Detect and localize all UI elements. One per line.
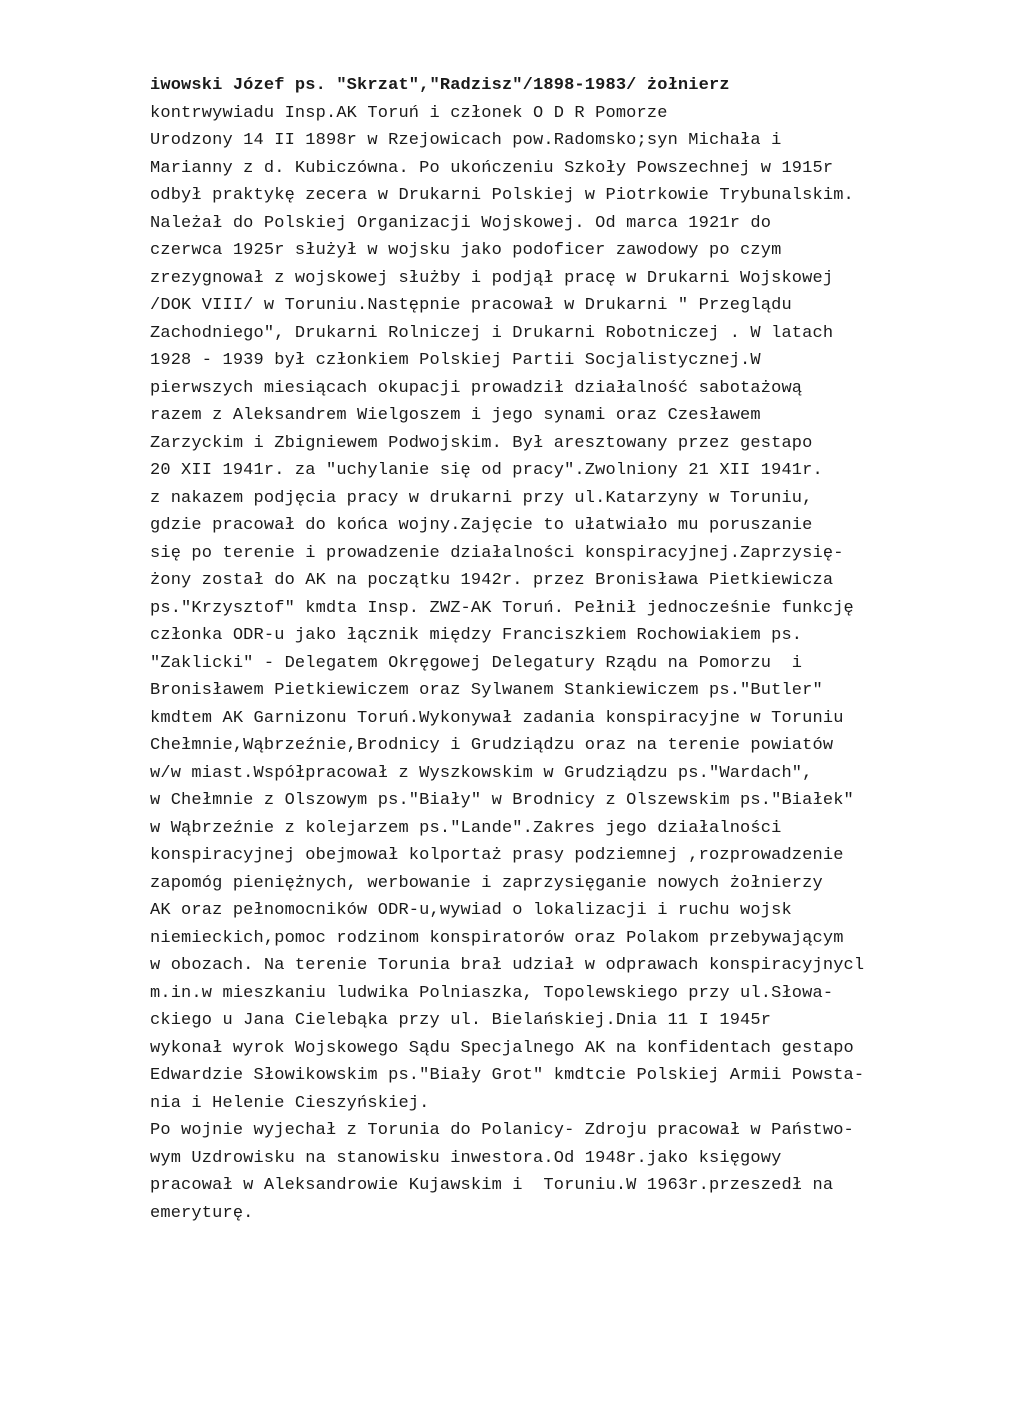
text-line: czerwca 1925r służył w wojsku jako podoficer zawodowy po czym	[150, 241, 782, 260]
text-line: w/w miast.Współpracował z Wyszkowskim w Grudziądzu ps."Wardach",	[150, 763, 813, 783]
text-line: razem z Aleksandrem Wielgoszem i jego synami oraz Czesławem	[150, 406, 761, 425]
text-line: Edwardzie Słowikowskim ps."Biały Grot" kmdtcie Polskiej Armii Powsta-	[150, 1066, 865, 1085]
text-line: Należał do Polskiej Organizacji Wojskowej. Od marca 1921r do	[150, 213, 772, 233]
text-line: emeryturę.	[150, 1203, 254, 1223]
text-line: wykonał wyrok Wojskowego Sądu Specjalnego AK na konfidentach gestapo	[150, 1038, 854, 1058]
text-line: /DOK VIII/ w Toruniu.Następnie pracował w Drukarni " Przeglądu	[150, 296, 792, 315]
text-line: m.in.w mieszkaniu ludwika Polniaszka, Topolewskiego przy ul.Słowa-	[150, 983, 834, 1003]
text-line: 1928 - 1939 był członkiem Polskiej Partii Socjalistycznej.W	[150, 351, 761, 370]
text-line: niemieckich,pomoc rodzinom konspiratorów oraz Polakom przebywającym	[150, 928, 844, 948]
text-line: ckiego u Jana Cielebąka przy ul. Bielańskiej.Dnia 11 I 1945r	[150, 1011, 772, 1030]
text-line: Po wojnie wyjechał z Torunia do Polanicy- Zdroju pracował w Państwo-	[150, 1121, 854, 1140]
text-line: Chełmnie,Wąbrzeźnie,Brodnicy i Grudziądzu oraz na terenie powiatów	[150, 736, 834, 755]
text-line: nia i Helenie Cieszyńskiej.	[150, 1093, 430, 1113]
text-line: gdzie pracował do końca wojny.Zajęcie to ułatwiało mu poruszanie	[150, 516, 813, 535]
text-line: się po terenie i prowadzenie działalności konspiracyjnej.Zaprzysię-	[150, 543, 844, 563]
text-line: w Chełmnie z Olszowym ps."Biały" w Brodnicy z Olszewskim ps."Białek"	[150, 791, 854, 810]
text-line: wym Uzdrowisku na stanowisku inwestora.Od 1948r.jako księgowy	[150, 1148, 782, 1168]
text-line: odbył praktykę zecera w Drukarni Polskiej w Piotrkowie Trybunalskim.	[150, 186, 854, 205]
text-line: w Wąbrzeźnie z kolejarzem ps."Lande".Zakres jego działalności	[150, 818, 782, 838]
text-line: "Zaklicki" - Delegatem Okręgowej Delegatury Rządu na Pomorzu i	[150, 653, 803, 673]
text-line: Marianny z d. Kubiczówna. Po ukończeniu Szkoły Powszechnej w 1915r	[150, 158, 834, 178]
text-line: z nakazem podjęcia pracy w drukarni przy ul.Katarzyny w Toruniu,	[150, 488, 813, 508]
text-line: 20 XII 1941r. za "uchylanie się od pracy".Zwolniony 21 XII 1941r.	[150, 461, 823, 480]
text-line: konspiracyjnej obejmował kolportaż prasy podziemnej ,rozprowadzenie	[150, 846, 844, 865]
text-line: kmdtem AK Garnizonu Toruń.Wykonywał zadania konspiracyjne w Toruniu	[150, 708, 844, 728]
text-line: Bronisławem Pietkiewiczem oraz Sylwanem Stankiewiczem ps."Butler"	[150, 681, 823, 700]
text-line: zapomóg pieniężnych, werbowanie i zaprzysięganie nowych żołnierzy	[150, 873, 823, 893]
text-line: kontrwywiadu Insp.AK Toruń i członek O D R Pomorze	[150, 103, 668, 123]
text-line: ps."Krzysztof" kmdta Insp. ZWZ-AK Toruń. Pełnił jednocześnie funkcję	[150, 598, 854, 618]
text-line: zrezygnował z wojskowej służby i podjął pracę w Drukarni Wojskowej	[150, 268, 834, 288]
text-line: pracował w Aleksandrowie Kujawskim i Toruniu.W 1963r.przeszedł na	[150, 1176, 834, 1195]
text-line: Zarzyckim i Zbigniewem Podwojskim. Był aresztowany przez gestapo	[150, 433, 813, 453]
heading-line: iwowski Józef ps. "Skrzat","Radzisz"/1898-1983/ żołnierz	[150, 76, 730, 95]
text-line: Zachodniego", Drukarni Rolniczej i Drukarni Robotniczej . W latach	[150, 323, 834, 343]
text-line: pierwszych miesiącach okupacji prowadził działalność sabotażową	[150, 378, 803, 398]
text-line: Urodzony 14 II 1898r w Rzejowicach pow.Radomsko;syn Michała i	[150, 131, 782, 150]
text-line: członka ODR-u jako łącznik między Franciszkiem Rochowiakiem ps.	[150, 626, 803, 645]
text-line: AK oraz pełnomocników ODR-u,wywiad o lokalizacji i ruchu wojsk	[150, 901, 792, 920]
text-line: żony został do AK na początku 1942r. przez Bronisława Pietkiewicza	[150, 571, 834, 590]
biography-text	[150, 72, 990, 1227]
text-line: w obozach. Na terenie Torunia brał udział w odprawach konspiracyjnycl	[150, 956, 865, 975]
